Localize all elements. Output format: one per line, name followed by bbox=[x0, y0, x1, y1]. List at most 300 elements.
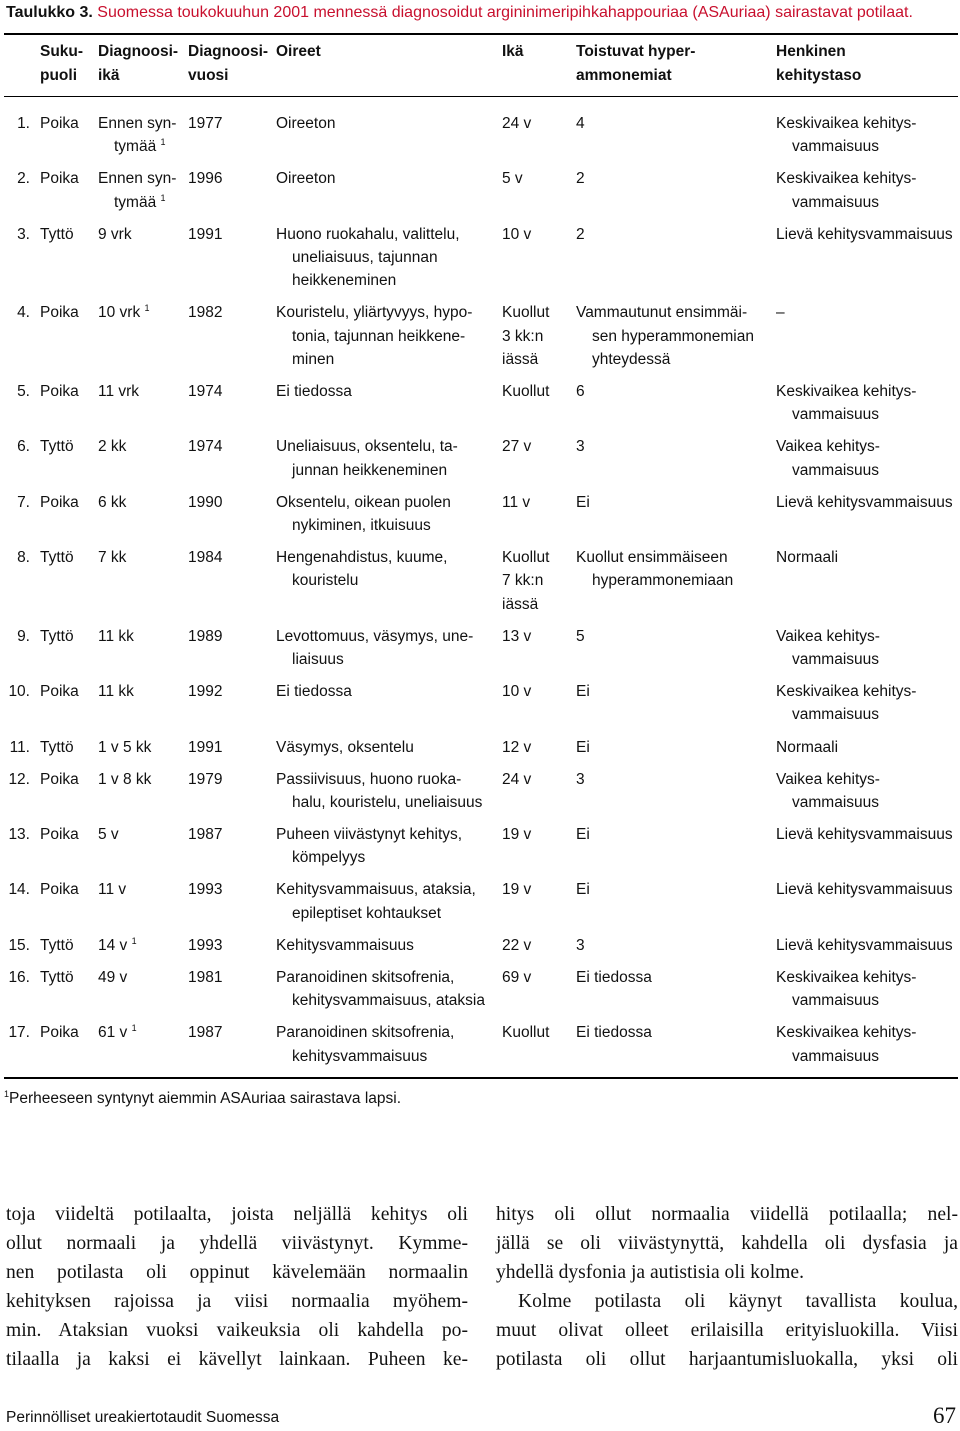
cell-number: 7. bbox=[17, 493, 30, 511]
cell-symptoms-text: heikkeneminen bbox=[292, 272, 397, 290]
cell-diagnosis-year: 1974 bbox=[188, 438, 223, 456]
cell-symptoms-text: Paranoidinen skitsofrenia, bbox=[276, 1024, 455, 1042]
cell-development-text: Lievä kehitysvammaisuus bbox=[776, 493, 953, 511]
cell-sex: Poika bbox=[40, 493, 79, 511]
cell-development bbox=[776, 934, 960, 957]
cell-hyperammonemias bbox=[576, 380, 772, 403]
cell-symptoms bbox=[276, 823, 498, 869]
cell-age-line bbox=[502, 625, 568, 648]
cell-hyperammonemias-line bbox=[576, 768, 772, 791]
cell-age bbox=[502, 878, 568, 901]
cell-hyperammonemias bbox=[576, 768, 772, 791]
cell-development-text: Keskivaikea kehitys- bbox=[776, 170, 917, 188]
cell-symptoms-text: Oireeton bbox=[276, 170, 336, 188]
cell-symptoms-text: tonia, tajunnan heikkene- bbox=[292, 327, 466, 345]
table-row bbox=[0, 1021, 960, 1067]
cell-diagnosis-year: 1974 bbox=[188, 382, 223, 400]
cell-diagnosis-age bbox=[98, 435, 184, 458]
cell-symptoms bbox=[276, 625, 498, 671]
cell-hyperammonemias bbox=[576, 680, 772, 703]
cell-development-text: Lievä kehitysvammaisuus bbox=[776, 225, 953, 243]
cell-symptoms-text: kehitysvammaisuus bbox=[292, 1047, 428, 1065]
cell-hyperammonemias-line bbox=[576, 736, 772, 759]
cell-age bbox=[502, 680, 568, 703]
table-row bbox=[0, 934, 960, 957]
cell-diagnosis-year: 1990 bbox=[188, 493, 223, 511]
cell-symptoms bbox=[276, 680, 498, 703]
cell-age-line bbox=[502, 966, 568, 989]
cell-sex: Tyttö bbox=[40, 936, 74, 954]
cell-age-line bbox=[502, 736, 568, 759]
table-caption bbox=[6, 2, 956, 24]
cell-diagnosis-age bbox=[98, 167, 184, 213]
cell-diagnosis-year: 1993 bbox=[188, 881, 223, 899]
caption-text: Suomessa toukokuuhun 2001 mennessä diagnosoidut argininimeripihkahappouriaa (ASAuriaa) sairastavat potilaat. bbox=[97, 4, 913, 21]
cell-symptoms-text: Puheen viivästynyt kehitys, bbox=[276, 826, 463, 844]
cell-diagnosis-age-line bbox=[98, 223, 184, 246]
cell-age-line bbox=[502, 593, 568, 616]
cell-diagnosis-year: 1996 bbox=[188, 170, 223, 188]
header-dev-line2: kehitystaso bbox=[776, 67, 862, 84]
cell-development-line bbox=[776, 625, 960, 648]
cell-symptoms-line bbox=[276, 768, 498, 791]
cell-diagnosis-age-line bbox=[98, 112, 184, 135]
cell-sex: Tyttö bbox=[40, 627, 74, 645]
cell-age-text: 27 v bbox=[502, 438, 532, 456]
cell-development-line bbox=[776, 703, 960, 726]
cell-number: 5. bbox=[17, 382, 30, 400]
cell-age-line bbox=[502, 680, 568, 703]
cell-age-text: iässä bbox=[502, 595, 539, 613]
table-row bbox=[0, 223, 960, 293]
cell-development-text: vammaisuus bbox=[792, 193, 879, 211]
cell-symptoms-line bbox=[276, 325, 498, 348]
cell-age-text: 24 v bbox=[502, 770, 532, 788]
cell-development-line bbox=[776, 380, 960, 403]
footnote-marker: 1 bbox=[4, 1089, 10, 1099]
cell-symptoms-line bbox=[276, 223, 498, 246]
text-line: yhdellä dysfonia ja autistisia oli kolme. bbox=[496, 1262, 804, 1283]
cell-development bbox=[776, 167, 960, 213]
cell-age-line bbox=[502, 491, 568, 514]
cell-age bbox=[502, 435, 568, 458]
cell-hyperammonemias-line bbox=[576, 112, 772, 135]
cell-diagnosis-age-line bbox=[98, 135, 184, 158]
footnote-reference: 1 bbox=[144, 303, 150, 314]
cell-symptoms-line bbox=[276, 989, 498, 1012]
cell-sex: Poika bbox=[40, 115, 79, 132]
header-sex-line2: puoli bbox=[40, 67, 78, 84]
cell-symptoms-text: Hengenahdistus, kuume, bbox=[276, 549, 448, 567]
text-line: min. Ataksian vuoksi vaikeuksia oli kahdella po- bbox=[6, 1320, 468, 1341]
cell-sex: Tyttö bbox=[40, 738, 74, 756]
cell-symptoms-text: kouristelu bbox=[292, 572, 359, 590]
cell-development-line bbox=[776, 301, 960, 324]
cell-symptoms bbox=[276, 301, 498, 371]
cell-age-line bbox=[502, 934, 568, 957]
cell-sex: Tyttö bbox=[40, 969, 74, 987]
cell-age bbox=[502, 167, 568, 190]
running-footer-title: Perinnölliset ureakiertotaudit Suomessa bbox=[6, 1409, 280, 1426]
cell-diagnosis-age-line bbox=[98, 380, 184, 403]
text-line: hitys oli ollut normaalia viidellä potilaalla; nel- bbox=[496, 1204, 958, 1225]
cell-symptoms bbox=[276, 491, 498, 537]
cell-diagnosis-age-line bbox=[98, 491, 184, 514]
text-line: muut olivat olleet erilaisilla erityisluokilla. Viisi bbox=[496, 1320, 958, 1341]
table-row bbox=[0, 380, 960, 426]
table-row bbox=[0, 112, 960, 158]
cell-diagnosis-age-line bbox=[98, 167, 184, 190]
cell-symptoms-text: Passiivisuus, huono ruoka- bbox=[276, 770, 462, 788]
cell-symptoms bbox=[276, 167, 498, 190]
cell-age-line bbox=[502, 325, 568, 348]
cell-hyperammonemias-line bbox=[576, 380, 772, 403]
footnote-reference: 1 bbox=[131, 1023, 137, 1034]
footnote-reference: 1 bbox=[160, 137, 166, 148]
cell-hyperammonemias-text: 4 bbox=[576, 115, 585, 132]
cell-symptoms-line bbox=[276, 878, 498, 901]
cell-symptoms-text: Paranoidinen skitsofrenia, bbox=[276, 969, 455, 987]
cell-hyperammonemias bbox=[576, 491, 772, 514]
cell-age bbox=[502, 491, 568, 514]
cell-hyperammonemias-line bbox=[576, 546, 772, 569]
cell-sex: Poika bbox=[40, 304, 79, 322]
cell-diagnosis-age-text: 5 v bbox=[98, 826, 119, 844]
cell-diagnosis-year: 1993 bbox=[188, 936, 223, 954]
cell-diagnosis-age-line bbox=[98, 625, 184, 648]
cell-symptoms-text: Levottomuus, väsymys, une- bbox=[276, 627, 474, 645]
table-header-rule bbox=[4, 96, 958, 97]
cell-diagnosis-age bbox=[98, 966, 184, 989]
cell-diagnosis-year: 1977 bbox=[188, 115, 223, 132]
cell-development-text: Vaikea kehitys- bbox=[776, 627, 880, 645]
cell-symptoms-line bbox=[276, 846, 498, 869]
cell-hyperammonemias-line bbox=[576, 348, 772, 371]
cell-diagnosis-age-text: Ennen syn- bbox=[98, 170, 177, 188]
header-dev bbox=[776, 40, 861, 88]
cell-age-text: 7 kk:n bbox=[502, 572, 544, 590]
cell-diagnosis-age-text: 9 vrk bbox=[98, 225, 132, 243]
cell-hyperammonemias-text: Kuollut ensimmäiseen bbox=[576, 549, 728, 567]
cell-number: 1. bbox=[17, 115, 30, 132]
cell-symptoms-line bbox=[276, 459, 498, 482]
cell-development-text: Lievä kehitysvammaisuus bbox=[776, 881, 953, 899]
cell-hyperammonemias-text: Ei tiedossa bbox=[576, 1024, 652, 1042]
cell-diagnosis-age-text: 49 v bbox=[98, 969, 128, 987]
cell-age-line bbox=[502, 380, 568, 403]
cell-symptoms-text: Ei tiedossa bbox=[276, 683, 352, 701]
table-header bbox=[0, 40, 960, 90]
cell-age-text: 22 v bbox=[502, 936, 532, 954]
cell-development-line bbox=[776, 491, 960, 514]
header-age bbox=[502, 40, 524, 64]
cell-symptoms bbox=[276, 380, 498, 403]
cell-symptoms-line bbox=[276, 435, 498, 458]
cell-age-line bbox=[502, 823, 568, 846]
cell-symptoms-text: kehitysvammaisuus, ataksia bbox=[292, 992, 485, 1010]
cell-age bbox=[502, 934, 568, 957]
cell-symptoms-line bbox=[276, 823, 498, 846]
cell-hyperammonemias-line bbox=[576, 625, 772, 648]
header-diag-age bbox=[98, 40, 178, 88]
cell-age-line bbox=[502, 112, 568, 135]
header-diag-year-line1: Diagnoosi- bbox=[188, 43, 269, 60]
cell-symptoms-text: Huono ruokahalu, valittelu, bbox=[276, 225, 460, 243]
table-row bbox=[0, 966, 960, 1012]
cell-development bbox=[776, 966, 960, 1012]
cell-age-line bbox=[502, 348, 568, 371]
cell-diagnosis-year: 1987 bbox=[188, 826, 223, 844]
cell-diagnosis-age-line bbox=[98, 736, 184, 759]
cell-hyperammonemias-text: hyperammonemiaan bbox=[592, 572, 734, 590]
cell-symptoms-line bbox=[276, 348, 498, 371]
text-line: toja viideltä potilaalta, joista neljällä kehitys oli bbox=[6, 1204, 468, 1225]
table-row bbox=[0, 878, 960, 924]
cell-symptoms bbox=[276, 435, 498, 481]
cell-age-text: 10 v bbox=[502, 683, 532, 701]
cell-age-line bbox=[502, 301, 568, 324]
cell-diagnosis-age-text: 10 vrk bbox=[98, 304, 141, 322]
cell-age-line bbox=[502, 768, 568, 791]
cell-age-line bbox=[502, 167, 568, 190]
cell-hyperammonemias-text: Ei bbox=[576, 683, 590, 701]
cell-hyperammonemias bbox=[576, 1021, 772, 1044]
cell-symptoms-line bbox=[276, 569, 498, 592]
cell-hyperammonemias bbox=[576, 167, 772, 190]
cell-development bbox=[776, 878, 960, 901]
cell-diagnosis-year: 1987 bbox=[188, 1024, 223, 1042]
text-line: potilasta oli ollut harjaantumisluokalla, yksi oli bbox=[496, 1349, 958, 1370]
header-hyper-line1: Toistuvat hyper- bbox=[576, 43, 696, 60]
cell-symptoms-line bbox=[276, 625, 498, 648]
cell-age-text: 11 v bbox=[502, 493, 531, 511]
cell-age-text: 10 v bbox=[502, 225, 532, 243]
header-symptoms bbox=[276, 40, 321, 64]
cell-development-text: Lievä kehitysvammaisuus bbox=[776, 936, 953, 954]
cell-hyperammonemias-text: 3 bbox=[576, 936, 585, 954]
cell-development-line bbox=[776, 223, 960, 246]
cell-age-line bbox=[502, 435, 568, 458]
table-row bbox=[0, 680, 960, 726]
cell-development-text: Keskivaikea kehitys- bbox=[776, 683, 917, 701]
cell-development bbox=[776, 736, 960, 759]
cell-age-text: Kuollut bbox=[502, 1024, 550, 1042]
cell-development-text: Vaikea kehitys- bbox=[776, 438, 880, 456]
cell-age-text: 5 v bbox=[502, 170, 523, 188]
cell-development-text: – bbox=[776, 304, 785, 322]
cell-symptoms bbox=[276, 112, 498, 135]
body-column-left bbox=[6, 1200, 468, 1374]
cell-symptoms bbox=[276, 223, 498, 293]
cell-development-line bbox=[776, 435, 960, 458]
cell-symptoms-line bbox=[276, 491, 498, 514]
cell-diagnosis-year: 1982 bbox=[188, 304, 223, 322]
cell-hyperammonemias-line bbox=[576, 569, 772, 592]
cell-sex: Poika bbox=[40, 770, 79, 788]
cell-age bbox=[502, 546, 568, 616]
cell-hyperammonemias bbox=[576, 546, 772, 592]
cell-diagnosis-age-text: tymää bbox=[114, 138, 157, 156]
header-diag-year bbox=[188, 40, 268, 88]
cell-diagnosis-age-line bbox=[98, 768, 184, 791]
cell-symptoms bbox=[276, 546, 498, 592]
cell-diagnosis-age-line bbox=[98, 191, 184, 214]
footnote-reference: 1 bbox=[160, 192, 166, 203]
cell-symptoms bbox=[276, 736, 498, 759]
cell-number: 14. bbox=[8, 881, 30, 899]
cell-hyperammonemias-text: Ei bbox=[576, 493, 590, 511]
cell-diagnosis-age-text: Ennen syn- bbox=[98, 115, 177, 132]
cell-symptoms bbox=[276, 878, 498, 924]
cell-development bbox=[776, 112, 960, 158]
cell-development-line bbox=[776, 1021, 960, 1044]
cell-sex: Poika bbox=[40, 170, 79, 188]
cell-age bbox=[502, 223, 568, 246]
cell-diagnosis-age-text: 2 kk bbox=[98, 438, 127, 456]
cell-hyperammonemias bbox=[576, 301, 772, 371]
cell-diagnosis-age-text: 11 v bbox=[98, 881, 127, 899]
cell-symptoms-text: Väsymys, oksentelu bbox=[276, 738, 414, 756]
cell-diagnosis-age bbox=[98, 112, 184, 158]
cell-diagnosis-age-text: 61 v bbox=[98, 1024, 128, 1042]
cell-development-text: vammaisuus bbox=[792, 406, 879, 424]
header-diag-age-line2: ikä bbox=[98, 67, 120, 84]
cell-development-line bbox=[776, 823, 960, 846]
table-row bbox=[0, 435, 960, 481]
cell-age-text: Kuollut bbox=[502, 382, 550, 400]
cell-symptoms-text: Oireeton bbox=[276, 115, 336, 132]
cell-symptoms-line bbox=[276, 966, 498, 989]
cell-sex: Poika bbox=[40, 1024, 79, 1042]
header-sex bbox=[40, 40, 83, 88]
cell-symptoms bbox=[276, 934, 498, 957]
cell-development bbox=[776, 435, 960, 481]
cell-hyperammonemias-line bbox=[576, 823, 772, 846]
cell-diagnosis-year: 1989 bbox=[188, 627, 223, 645]
cell-symptoms bbox=[276, 1021, 498, 1067]
cell-hyperammonemias bbox=[576, 823, 772, 846]
text-line: jällä se oli viivästynyttä, kahdella oli dysfasia ja bbox=[496, 1233, 958, 1254]
cell-number: 3. bbox=[17, 225, 30, 243]
cell-development bbox=[776, 491, 960, 514]
table-row bbox=[0, 167, 960, 213]
cell-development-line bbox=[776, 934, 960, 957]
cell-hyperammonemias-text: Ei tiedossa bbox=[576, 969, 652, 987]
cell-age-text: Kuollut bbox=[502, 549, 550, 567]
cell-development-line bbox=[776, 878, 960, 901]
cell-number: 10. bbox=[8, 683, 30, 701]
cell-hyperammonemias-line bbox=[576, 491, 772, 514]
cell-hyperammonemias-text: 2 bbox=[576, 225, 585, 243]
text-line: nen potilasta oli oppinut kävelemään normaalin bbox=[6, 1262, 468, 1283]
cell-hyperammonemias-text: yhteydessä bbox=[592, 350, 671, 368]
cell-development-line bbox=[776, 736, 960, 759]
cell-development bbox=[776, 223, 960, 246]
cell-sex: Tyttö bbox=[40, 225, 74, 243]
left-paragraph bbox=[6, 1200, 468, 1374]
cell-diagnosis-year: 1992 bbox=[188, 683, 223, 701]
header-sex-line1: Suku- bbox=[40, 43, 84, 60]
cell-symptoms-text: Ei tiedossa bbox=[276, 382, 352, 400]
text-line: ollut normaali ja yhdellä viivästynyt. Kymme- bbox=[6, 1233, 468, 1254]
cell-development-line bbox=[776, 989, 960, 1012]
cell-hyperammonemias bbox=[576, 934, 772, 957]
cell-hyperammonemias-text: 2 bbox=[576, 170, 585, 188]
cell-diagnosis-age-text: 14 v bbox=[98, 936, 128, 954]
cell-development-text: Keskivaikea kehitys- bbox=[776, 1024, 917, 1042]
cell-symptoms-text: junnan heikkeneminen bbox=[292, 461, 448, 479]
cell-symptoms-text: Uneliaisuus, oksentelu, ta- bbox=[276, 438, 458, 456]
header-diag-age-line1: Diagnoosi- bbox=[98, 43, 179, 60]
cell-development-text: Keskivaikea kehitys- bbox=[776, 382, 917, 400]
cell-diagnosis-age-line bbox=[98, 878, 184, 901]
cell-diagnosis-year: 1984 bbox=[188, 549, 223, 567]
cell-hyperammonemias-line bbox=[576, 301, 772, 324]
cell-symptoms bbox=[276, 768, 498, 814]
cell-symptoms-text: Oksentelu, oikean puolen bbox=[276, 493, 451, 511]
cell-development-text: vammaisuus bbox=[792, 1047, 879, 1065]
cell-age bbox=[502, 380, 568, 403]
cell-development-text: Keskivaikea kehitys- bbox=[776, 969, 917, 987]
cell-hyperammonemias bbox=[576, 736, 772, 759]
cell-symptoms-text: halu, kouristelu, uneliaisuus bbox=[292, 793, 483, 811]
cell-symptoms-line bbox=[276, 902, 498, 925]
cell-age-text: 24 v bbox=[502, 115, 532, 132]
cell-hyperammonemias-text: Ei bbox=[576, 881, 590, 899]
right-paragraph-1 bbox=[496, 1200, 958, 1287]
cell-age-text: 19 v bbox=[502, 826, 532, 844]
cell-symptoms-line bbox=[276, 648, 498, 671]
cell-development-line bbox=[776, 768, 960, 791]
table-row bbox=[0, 736, 960, 759]
cell-age-text: 13 v bbox=[502, 627, 532, 645]
cell-symptoms-text: nykiminen, itkuisuus bbox=[292, 516, 431, 534]
cell-development bbox=[776, 380, 960, 426]
cell-number: 8. bbox=[17, 549, 30, 567]
cell-development-text: vammaisuus bbox=[792, 138, 879, 156]
cell-development-line bbox=[776, 546, 960, 569]
cell-development bbox=[776, 546, 960, 569]
cell-sex: Tyttö bbox=[40, 549, 74, 567]
cell-development-line bbox=[776, 648, 960, 671]
cell-development-text: vammaisuus bbox=[792, 793, 879, 811]
table-top-rule bbox=[4, 33, 958, 35]
cell-development bbox=[776, 680, 960, 726]
right-paragraph-2 bbox=[496, 1287, 958, 1374]
cell-hyperammonemias-text: sen hyperammonemian bbox=[592, 327, 754, 345]
table-row bbox=[0, 546, 960, 616]
cell-hyperammonemias-text: Vammautunut ensimmäi- bbox=[576, 304, 748, 322]
cell-symptoms-text: Kouristelu, yliärtyvyys, hypo- bbox=[276, 304, 473, 322]
cell-development bbox=[776, 768, 960, 814]
cell-sex: Poika bbox=[40, 382, 79, 400]
cell-development-line bbox=[776, 112, 960, 135]
footnote-text: Perheeseen syntynyt aiemmin ASAuriaa sairastava lapsi. bbox=[9, 1090, 402, 1107]
cell-diagnosis-age-line bbox=[98, 680, 184, 703]
cell-age bbox=[502, 301, 568, 371]
cell-development-text: Lievä kehitysvammaisuus bbox=[776, 826, 953, 844]
cell-diagnosis-age-line bbox=[98, 1021, 184, 1044]
cell-hyperammonemias-line bbox=[576, 223, 772, 246]
cell-development-line bbox=[776, 791, 960, 814]
cell-development bbox=[776, 625, 960, 671]
cell-development-line bbox=[776, 135, 960, 158]
cell-hyperammonemias-line bbox=[576, 167, 772, 190]
cell-symptoms-text: kömpelyys bbox=[292, 849, 366, 867]
cell-sex: Poika bbox=[40, 826, 79, 844]
cell-symptoms-text: Kehitysvammaisuus, ataksia, bbox=[276, 881, 476, 899]
cell-diagnosis-age-text: 1 v 8 kk bbox=[98, 770, 152, 788]
